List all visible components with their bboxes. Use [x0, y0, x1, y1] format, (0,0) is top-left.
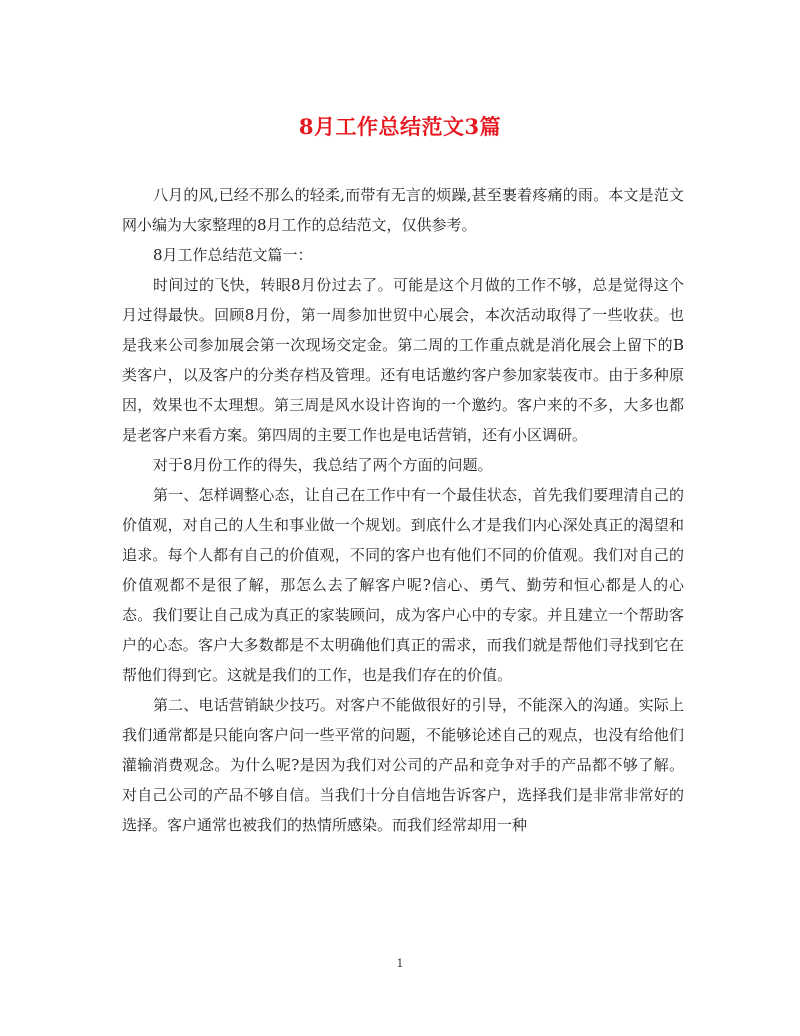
page-number: 1 — [396, 957, 404, 970]
intro-paragraph: 八月的风,已经不那么的轻柔,而带有无言的烦躁,甚至裹着疼痛的雨。本文是范文网小编为大家整理的8月工作的总结范文，仅供参考。 — [122, 186, 684, 234]
section-heading: 8月工作总结范文篇一： — [153, 246, 313, 264]
document-body — [122, 180, 684, 840]
body-paragraph: 对于8月份工作的得失，我总结了两个方面的问题。 — [153, 456, 493, 474]
document-title: 8月工作总结范文3篇 — [298, 114, 502, 139]
body-paragraph: 第二、电话营销缺少技巧。对客户不能做很好的引导，不能深入的沟通。实际上我们通常都是只能向客户问一些平常的问题，不能够论述自己的观点，也没有给他们灌输消费观念。为什么呢?是因为我们对公司的产品和竞争对手的产品都不够了解。对自己公司的产品不够自信。当我们十分自信地告诉客户，选择我们是非常非常好的选择。客户通常也被我们的热情所感染。而我们经常却用一种 — [122, 696, 684, 834]
body-paragraph: 第一、怎样调整心态，让自己在工作中有一个最佳状态，首先我们要理清自己的价值观，对自己的人生和事业做一个规划。到底什么才是我们内心深处真正的渴望和追求。每个人都有自己的价值观，不同的客户也有他们不同的价值观。我们对自己的价值观都不是很了解，那怎么去了解客户呢?信心、勇气、勤劳和恒心都是人的心态。我们要让自己成为真正的家装顾问，成为客户心中的专家。并且建立一个帮助客户的心态。客户大多数都是不太明确他们真正的需求，而我们就是帮他们寻找到它在帮他们得到它。这就是我们的工作，也是我们存在的价值。 — [122, 486, 684, 684]
body-paragraph: 时间过的飞快，转眼8月份过去了。可能是这个月做的工作不够，总是觉得这个月过得最快。回顾8月份，第一周参加世贸中心展会，本次活动取得了一些收获。也是我来公司参加展会第一次现场交定金。第二周的工作重点就是消化展会上留下的B类客户，以及客户的分类存档及管理。还有电话邀约客户参加家装夜市。由于多种原因，效果也不太理想。第三周是风水设计咨询的一个邀约。客户来的不多，大多也都是老客户来看方案。第四周的主要工作也是电话营销，还有小区调研。 — [122, 276, 684, 444]
